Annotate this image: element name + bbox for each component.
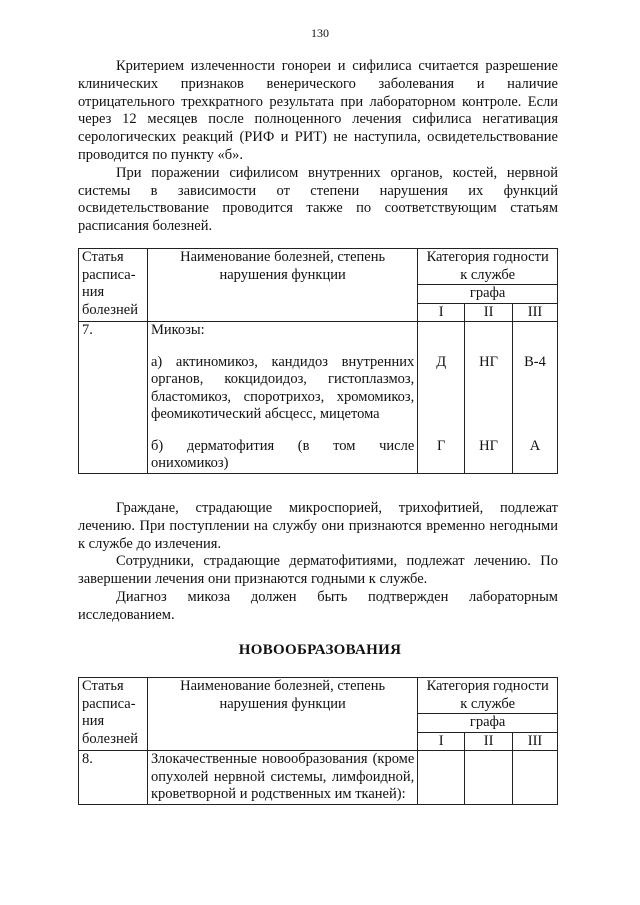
header-category: Категория годности к службе — [418, 249, 558, 285]
header-grafa-3: III — [513, 303, 558, 322]
header-article: Статья расписа-ния болезней — [79, 249, 148, 322]
article-number: 7. — [79, 322, 148, 474]
disease-row-a: а) актиномикоз, кандидоз внутренних органов, кокцидоидоз, гистоплазмоз, бластомикоз, споротрихоз, хромомикоз, феомикотический абсцесс, мицетома — [150, 353, 415, 422]
header-grafa: графа — [418, 285, 558, 304]
header-grafa-1: I — [418, 732, 465, 751]
category-col-2 — [465, 751, 513, 805]
table-neoplasms — [78, 677, 558, 805]
disease-cell: Злокачественные новообразования (кроме опухолей нервной системы, лимфоидной, кроветворной и родственных им тканей): — [147, 751, 417, 805]
intro-text — [78, 58, 558, 236]
paragraph-citizens: Граждане, страдающие микроспорией, трихофитией, подлежат лечению. При поступлении на службу они признаются временно негодными к службе до излечения. — [78, 500, 558, 552]
category-col-2 — [465, 322, 513, 474]
header-category: Категория годности к службе — [418, 678, 558, 714]
paragraph-employees: Сотрудники, страдающие дерматофитиями, подлежат лечению. По завершении лечения они признаются годными к службе. — [78, 553, 558, 588]
paragraph-cure-criteria: Критерием излеченности гонореи и сифилиса считается разрешение клинических признаков венерического заболевания и наличие отрицательного трехкратного результата при лабораторном контроле. Если через 12 месяцев после полноценного лечения сифилиса негативация серологических реакций (РИФ и РИТ) не наступила, освидетельствование проводится по пункту «б». — [78, 58, 558, 163]
mid-text — [78, 500, 558, 625]
category-col-3 — [513, 322, 558, 474]
section-heading: НОВООБРАЗОВАНИЯ — [238, 642, 402, 658]
paragraph-diagnosis: Диагноз микоза должен быть подтвержден лабораторным исследованием. — [78, 588, 558, 623]
cat-a-1: Д — [436, 353, 447, 370]
header-grafa-2: II — [465, 303, 513, 322]
cat-b-1: Г — [437, 437, 446, 454]
table-mycoses — [78, 248, 558, 474]
disease-title: Микозы: — [150, 322, 205, 338]
disease-cell — [147, 322, 417, 474]
article-number: 8. — [79, 751, 148, 805]
header-grafa-3: III — [513, 732, 558, 751]
cat-a-2: НГ — [479, 353, 499, 370]
paragraph-syphilis-organs: При поражении сифилисом внутренних органов, костей, нервной системы в зависимости от степени нарушения их функций освидетельствование проводится также по соответствующим статьям расписания болезней. — [78, 164, 558, 235]
cat-b-2: НГ — [479, 437, 499, 454]
disease-row-b: б) дерматофития (в том числе онихомикоз) — [150, 437, 415, 471]
page-number: 130 — [311, 26, 329, 40]
category-col-1 — [418, 751, 465, 805]
cat-b-3: А — [529, 437, 541, 454]
category-col-1 — [418, 322, 465, 474]
header-grafa-1: I — [418, 303, 465, 322]
header-grafa: графа — [418, 714, 558, 733]
category-col-3 — [513, 751, 558, 805]
cat-a-3: В-4 — [524, 353, 546, 370]
header-grafa-2: II — [465, 732, 513, 751]
header-article: Статья расписа-ния болезней — [79, 678, 148, 751]
header-disease-name: Наименование болезней, степень нарушения функции — [147, 249, 417, 322]
header-disease-name: Наименование болезней, степень нарушения функции — [147, 678, 417, 751]
